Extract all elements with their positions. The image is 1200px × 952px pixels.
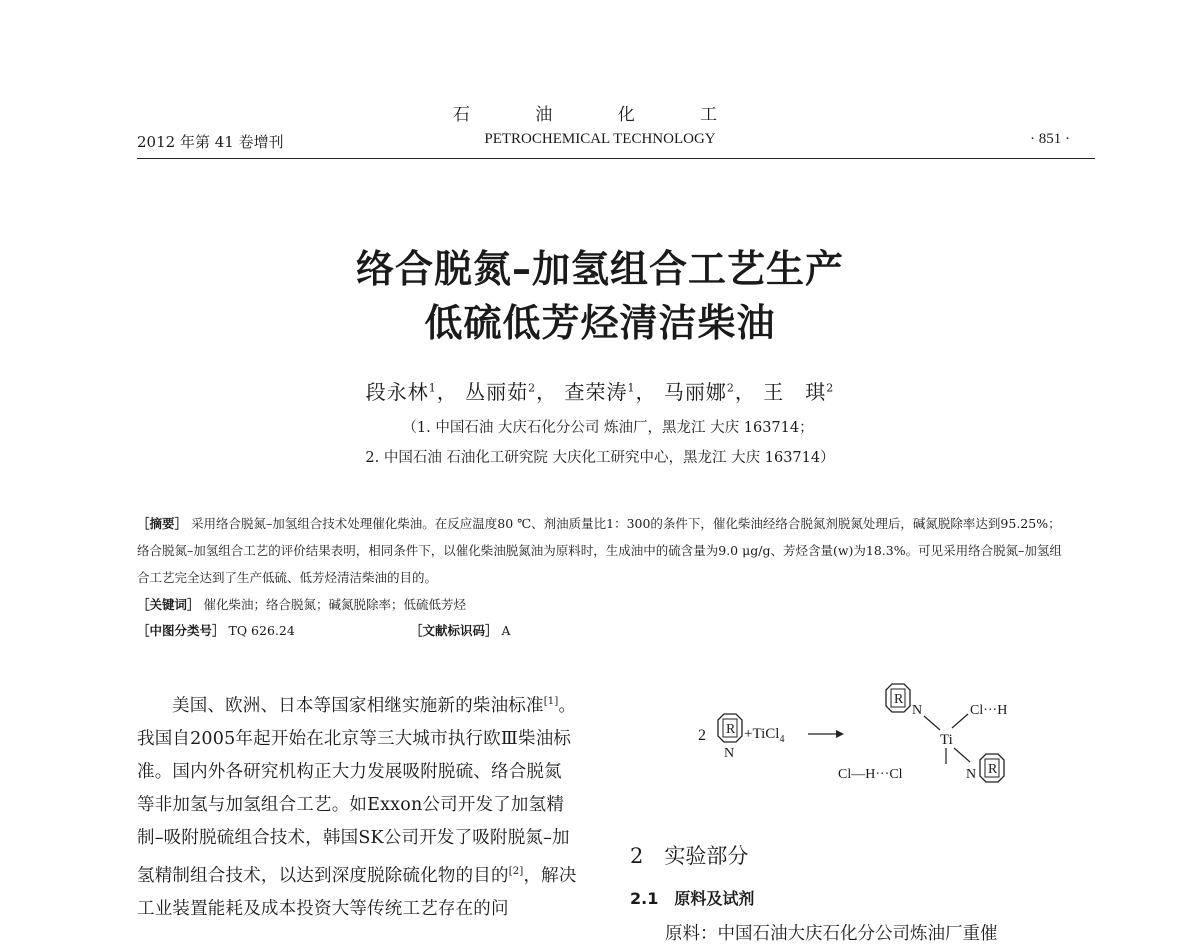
citation-2[interactable]: [2] (508, 865, 524, 877)
svg-text:N: N (912, 703, 923, 718)
author: 王 琪$^2$ (763, 380, 835, 404)
pyridine-ring-icon (718, 714, 742, 761)
titanium-center: Ti (940, 732, 953, 748)
svg-text:R: R (894, 692, 904, 707)
pyridine-ring-top-icon (886, 684, 922, 718)
citation-1[interactable]: [1] (543, 696, 559, 707)
svg-text:N: N (966, 767, 977, 782)
reagent: +TiCl$_4$ (744, 726, 785, 745)
paragraph: 美国、欧洲、日本等国家相继实施新的柴油标准[1]。我国自2005年起开始在北京等三大城市执行欧Ⅲ柴油标准。国内外各研究机构正大力发展吸附脱硫、络合脱氮等非加氢与加氢组合工艺。如Exxon公司开发了加氢精制–吸附脱硫组合技术，韩国SK公司开发了吸附脱氮–加氢精制组合技术，以达到深度脱除硫化物的目的[2]，解决工业装置能耗及成本投资大等传统工艺存在的问 (137, 695, 577, 919)
keywords-label: ［关键词］ (137, 597, 200, 612)
svg-text:R: R (988, 762, 998, 777)
author-list (0, 376, 1200, 405)
journal-title-en: PETROCHEMICAL TECHNOLOGY (484, 131, 716, 147)
author: 段永林$^1$， (365, 380, 458, 404)
reaction-scheme (690, 668, 1050, 818)
author: 查荣涛$^1$， (564, 380, 657, 404)
reaction-coefficient: 2 (698, 727, 706, 744)
subsection-heading: 2.1 原料及试剂 (630, 889, 755, 908)
author: 马丽娜$^2$， (663, 380, 756, 404)
svg-text:N: N (724, 746, 735, 761)
classification-label: ［中图分类号］ (137, 623, 225, 638)
section-heading: 2 实验部分 (630, 844, 749, 868)
journal-title-cn: 石 油 化 工 (452, 105, 748, 125)
abstract-label: ［摘要］ (137, 516, 188, 531)
keywords (137, 595, 466, 613)
paper-title-line-2: 低硫低芳烃清洁柴油 (424, 301, 776, 345)
affiliation-2: 2. 中国石油 石油化工研究院 大庆化工研究中心，黑龙江 大庆 163714） (365, 450, 835, 466)
keywords-text: 催化柴油；络合脱氮；碱氮脱除率；低硫低芳烃 (203, 597, 467, 612)
abstract (137, 510, 1072, 591)
materials-text: 原料：中国石油大庆石化分公司炼油厂重催 (665, 924, 998, 944)
body-text (137, 685, 577, 926)
document-code-value: A (501, 623, 511, 638)
cl-h-bridge-bottom: Cl—H···Cl (838, 767, 903, 782)
classification-value: TQ 626.24 (228, 623, 295, 638)
paper-title-line-1: 络合脱氮–加氢组合工艺生产 (355, 247, 844, 291)
affiliation-1: （1. 中国石油 大庆石化分公司 炼油厂，黑龙江 大庆 163714； (402, 420, 814, 436)
reaction-arrow-icon (808, 730, 844, 738)
classification-number (137, 621, 295, 639)
abstract-text: 采用络合脱氮–加氢组合技术处理催化柴油。在反应温度80 ℃、剂油质量比1：300的条件下，催化柴油经络合脱氮剂脱氮处理后，碱氮脱除率达到95.25%；络合脱氮–加氢组合工艺的评价结果表明，相同条件下，以催化柴油脱氮油为原料时，生成油中的硫含量为9.0 μg/g、芳烃含量(w)为18.3%。可见采用络合脱氮–加氢组合工艺完全达到了生产低硫、低芳烃清洁柴油的目的。 (137, 516, 1062, 585)
document-code (410, 621, 511, 639)
document-code-label: ［文献标识码］ (410, 623, 498, 638)
issue-info: 2012 年第 41 卷增刊 (137, 133, 284, 151)
author: 丛丽茹$^2$， (465, 380, 558, 404)
cl-h-bridge-top: Cl···H (970, 703, 1008, 718)
svg-text:R: R (726, 722, 736, 737)
page-number: · 851 · (1030, 131, 1070, 147)
pyridine-ring-bottom-icon (966, 754, 1004, 782)
header-rule (137, 158, 1095, 159)
